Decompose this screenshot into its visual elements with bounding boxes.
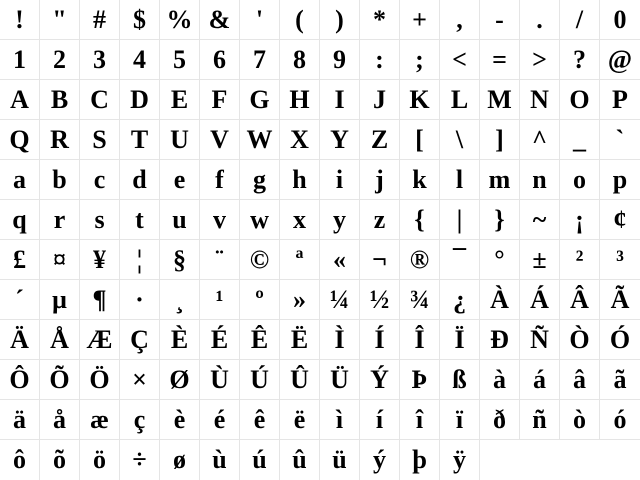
char-cell[interactable]: ¾ — [400, 280, 440, 320]
char-cell[interactable]: K — [400, 80, 440, 120]
char-cell[interactable]: V — [200, 120, 240, 160]
char-cell[interactable]: q — [0, 200, 40, 240]
char-cell[interactable]: õ — [40, 440, 80, 480]
char-cell[interactable]: % — [160, 0, 200, 40]
char-cell[interactable]: 4 — [120, 40, 160, 80]
char-cell[interactable]: ± — [520, 240, 560, 280]
char-cell[interactable]: $ — [120, 0, 160, 40]
char-cell[interactable]: : — [360, 40, 400, 80]
empty-cell — [520, 440, 560, 480]
char-cell[interactable]: ` — [600, 120, 640, 160]
char-cell[interactable]: ã — [600, 360, 640, 400]
char-cell[interactable]: Í — [360, 320, 400, 360]
char-cell[interactable]: C — [80, 80, 120, 120]
char-cell[interactable]: ¼ — [320, 280, 360, 320]
char-cell[interactable]: A — [0, 80, 40, 120]
char-cell[interactable]: Ü — [320, 360, 360, 400]
char-cell[interactable]: î — [400, 400, 440, 440]
char-cell[interactable]: | — [440, 200, 480, 240]
char-cell[interactable]: 8 — [280, 40, 320, 80]
char-cell[interactable]: à — [480, 360, 520, 400]
char-cell[interactable]: U — [160, 120, 200, 160]
char-cell[interactable]: ^ — [520, 120, 560, 160]
char-cell[interactable]: h — [280, 160, 320, 200]
char-cell[interactable]: Z — [360, 120, 400, 160]
char-cell[interactable]: a — [0, 160, 40, 200]
char-cell[interactable]: j — [360, 160, 400, 200]
char-cell[interactable]: ¤ — [40, 240, 80, 280]
char-cell[interactable]: ³ — [600, 240, 640, 280]
char-cell[interactable]: ô — [0, 440, 40, 480]
char-cell[interactable]: c — [80, 160, 120, 200]
char-cell[interactable]: Y — [320, 120, 360, 160]
char-cell[interactable]: Þ — [400, 360, 440, 400]
char-cell[interactable]: l — [440, 160, 480, 200]
char-cell[interactable]: D — [120, 80, 160, 120]
char-cell[interactable]: w — [240, 200, 280, 240]
char-cell[interactable]: S — [80, 120, 120, 160]
char-cell[interactable]: 7 — [240, 40, 280, 80]
char-cell[interactable]: Ó — [600, 320, 640, 360]
char-cell[interactable]: ¨ — [200, 240, 240, 280]
char-cell[interactable]: Ý — [360, 360, 400, 400]
char-cell[interactable]: v — [200, 200, 240, 240]
char-cell[interactable]: Q — [0, 120, 40, 160]
char-cell[interactable]: > — [520, 40, 560, 80]
char-cell[interactable]: Ö — [80, 360, 120, 400]
char-cell[interactable]: ® — [400, 240, 440, 280]
char-cell[interactable]: Æ — [80, 320, 120, 360]
char-cell[interactable]: Î — [400, 320, 440, 360]
char-cell[interactable]: © — [240, 240, 280, 280]
char-cell[interactable]: ç — [120, 400, 160, 440]
char-cell[interactable]: ) — [320, 0, 360, 40]
char-cell[interactable]: º — [240, 280, 280, 320]
char-cell[interactable]: ÿ — [440, 440, 480, 480]
char-cell[interactable]: / — [560, 0, 600, 40]
char-cell[interactable]: I — [320, 80, 360, 120]
char-cell[interactable]: ¥ — [80, 240, 120, 280]
char-cell[interactable]: * — [360, 0, 400, 40]
char-cell[interactable]: O — [560, 80, 600, 120]
char-cell[interactable]: g — [240, 160, 280, 200]
char-cell[interactable]: ² — [560, 240, 600, 280]
char-cell[interactable]: s — [80, 200, 120, 240]
char-cell[interactable]: Ì — [320, 320, 360, 360]
char-cell[interactable]: r — [40, 200, 80, 240]
char-cell[interactable]: y — [320, 200, 360, 240]
char-cell[interactable]: Ê — [240, 320, 280, 360]
char-cell[interactable]: B — [40, 80, 80, 120]
char-cell[interactable]: Õ — [40, 360, 80, 400]
char-cell[interactable]: ß — [440, 360, 480, 400]
char-cell[interactable]: # — [80, 0, 120, 40]
char-cell[interactable]: u — [160, 200, 200, 240]
char-cell[interactable]: ] — [480, 120, 520, 160]
char-cell[interactable]: o — [560, 160, 600, 200]
char-cell[interactable]: N — [520, 80, 560, 120]
char-cell[interactable]: µ — [40, 280, 80, 320]
char-cell[interactable]: T — [120, 120, 160, 160]
char-cell[interactable]: ¯ — [440, 240, 480, 280]
char-cell[interactable]: « — [320, 240, 360, 280]
char-cell[interactable]: - — [480, 0, 520, 40]
char-cell[interactable]: þ — [400, 440, 440, 480]
char-cell[interactable]: L — [440, 80, 480, 120]
char-cell[interactable]: P — [600, 80, 640, 120]
char-cell[interactable]: 0 — [600, 0, 640, 40]
char-cell[interactable]: 1 — [0, 40, 40, 80]
char-cell[interactable]: + — [400, 0, 440, 40]
char-cell[interactable]: ð — [480, 400, 520, 440]
char-cell[interactable]: ~ — [520, 200, 560, 240]
char-cell[interactable]: ü — [320, 440, 360, 480]
char-cell[interactable]: ê — [240, 400, 280, 440]
char-cell[interactable]: ; — [400, 40, 440, 80]
char-cell[interactable]: £ — [0, 240, 40, 280]
char-cell[interactable]: ì — [320, 400, 360, 440]
char-cell[interactable]: » — [280, 280, 320, 320]
char-cell[interactable]: Ò — [560, 320, 600, 360]
empty-cell — [560, 440, 600, 480]
char-cell[interactable]: M — [480, 80, 520, 120]
char-cell[interactable]: F — [200, 80, 240, 120]
char-cell[interactable]: p — [600, 160, 640, 200]
char-cell[interactable]: Ñ — [520, 320, 560, 360]
char-cell[interactable]: ý — [360, 440, 400, 480]
char-cell[interactable]: 3 — [80, 40, 120, 80]
char-cell[interactable]: Å — [40, 320, 80, 360]
char-cell[interactable]: Ú — [240, 360, 280, 400]
char-cell[interactable]: É — [200, 320, 240, 360]
char-cell[interactable]: Ë — [280, 320, 320, 360]
char-cell[interactable]: á — [520, 360, 560, 400]
char-cell[interactable]: ó — [600, 400, 640, 440]
char-cell[interactable]: ä — [0, 400, 40, 440]
char-cell[interactable]: Ø — [160, 360, 200, 400]
char-cell[interactable]: 9 — [320, 40, 360, 80]
char-cell[interactable]: ´ — [0, 280, 40, 320]
char-cell[interactable]: ë — [280, 400, 320, 440]
char-cell[interactable]: ° — [480, 240, 520, 280]
char-cell[interactable]: é — [200, 400, 240, 440]
char-cell[interactable]: ¿ — [440, 280, 480, 320]
char-cell[interactable]: < — [440, 40, 480, 80]
char-cell[interactable]: Á — [520, 280, 560, 320]
char-cell[interactable]: ø — [160, 440, 200, 480]
char-cell[interactable]: ¸ — [160, 280, 200, 320]
char-cell[interactable]: ÷ — [120, 440, 160, 480]
char-cell[interactable]: k — [400, 160, 440, 200]
empty-cell — [480, 440, 520, 480]
char-cell[interactable]: Ã — [600, 280, 640, 320]
char-cell[interactable]: = — [480, 40, 520, 80]
char-cell[interactable]: . — [520, 0, 560, 40]
char-cell[interactable]: W — [240, 120, 280, 160]
char-cell[interactable]: Ï — [440, 320, 480, 360]
char-cell[interactable]: è — [160, 400, 200, 440]
char-cell[interactable]: E — [160, 80, 200, 120]
char-cell[interactable]: & — [200, 0, 240, 40]
char-cell[interactable]: i — [320, 160, 360, 200]
char-cell[interactable]: Ç — [120, 320, 160, 360]
char-cell[interactable]: ª — [280, 240, 320, 280]
char-cell[interactable]: ù — [200, 440, 240, 480]
char-cell[interactable]: @ — [600, 40, 640, 80]
char-cell[interactable]: ï — [440, 400, 480, 440]
char-cell[interactable]: í — [360, 400, 400, 440]
char-cell[interactable]: ¬ — [360, 240, 400, 280]
char-cell[interactable]: È — [160, 320, 200, 360]
char-cell[interactable]: t — [120, 200, 160, 240]
char-cell[interactable]: ò — [560, 400, 600, 440]
char-cell[interactable]: × — [120, 360, 160, 400]
char-cell[interactable]: z — [360, 200, 400, 240]
char-cell[interactable]: ¡ — [560, 200, 600, 240]
char-cell[interactable]: 5 — [160, 40, 200, 80]
char-cell[interactable]: e — [160, 160, 200, 200]
char-cell[interactable]: n — [520, 160, 560, 200]
char-cell[interactable]: J — [360, 80, 400, 120]
char-cell[interactable]: ¦ — [120, 240, 160, 280]
char-cell[interactable]: \ — [440, 120, 480, 160]
char-cell[interactable]: f — [200, 160, 240, 200]
char-cell[interactable]: x — [280, 200, 320, 240]
char-cell[interactable]: å — [40, 400, 80, 440]
char-cell[interactable]: æ — [80, 400, 120, 440]
char-cell[interactable]: À — [480, 280, 520, 320]
char-cell[interactable]: ( — [280, 0, 320, 40]
char-cell[interactable]: m — [480, 160, 520, 200]
char-cell[interactable]: _ — [560, 120, 600, 160]
char-cell[interactable]: ñ — [520, 400, 560, 440]
char-cell[interactable]: " — [40, 0, 80, 40]
char-cell[interactable]: ¹ — [200, 280, 240, 320]
char-cell[interactable]: ½ — [360, 280, 400, 320]
char-cell[interactable]: ' — [240, 0, 280, 40]
char-cell[interactable]: · — [120, 280, 160, 320]
char-cell[interactable]: ! — [0, 0, 40, 40]
char-cell[interactable]: b — [40, 160, 80, 200]
char-cell[interactable]: û — [280, 440, 320, 480]
char-cell[interactable]: } — [480, 200, 520, 240]
char-cell[interactable]: Ä — [0, 320, 40, 360]
char-cell[interactable]: ¢ — [600, 200, 640, 240]
char-cell[interactable]: Ù — [200, 360, 240, 400]
char-cell[interactable]: 6 — [200, 40, 240, 80]
empty-cell — [600, 440, 640, 480]
char-cell[interactable]: Û — [280, 360, 320, 400]
char-cell[interactable]: ¶ — [80, 280, 120, 320]
char-cell[interactable]: Â — [560, 280, 600, 320]
char-cell[interactable]: { — [400, 200, 440, 240]
char-cell[interactable]: [ — [400, 120, 440, 160]
char-cell[interactable]: , — [440, 0, 480, 40]
char-cell[interactable]: d — [120, 160, 160, 200]
char-cell[interactable]: Ô — [0, 360, 40, 400]
char-cell[interactable]: â — [560, 360, 600, 400]
char-cell[interactable]: ú — [240, 440, 280, 480]
char-cell[interactable]: ö — [80, 440, 120, 480]
char-cell[interactable]: R — [40, 120, 80, 160]
char-cell[interactable]: X — [280, 120, 320, 160]
char-cell[interactable]: H — [280, 80, 320, 120]
char-cell[interactable]: 2 — [40, 40, 80, 80]
char-cell[interactable]: ? — [560, 40, 600, 80]
char-cell[interactable]: § — [160, 240, 200, 280]
char-cell[interactable]: G — [240, 80, 280, 120]
char-cell[interactable]: Ð — [480, 320, 520, 360]
